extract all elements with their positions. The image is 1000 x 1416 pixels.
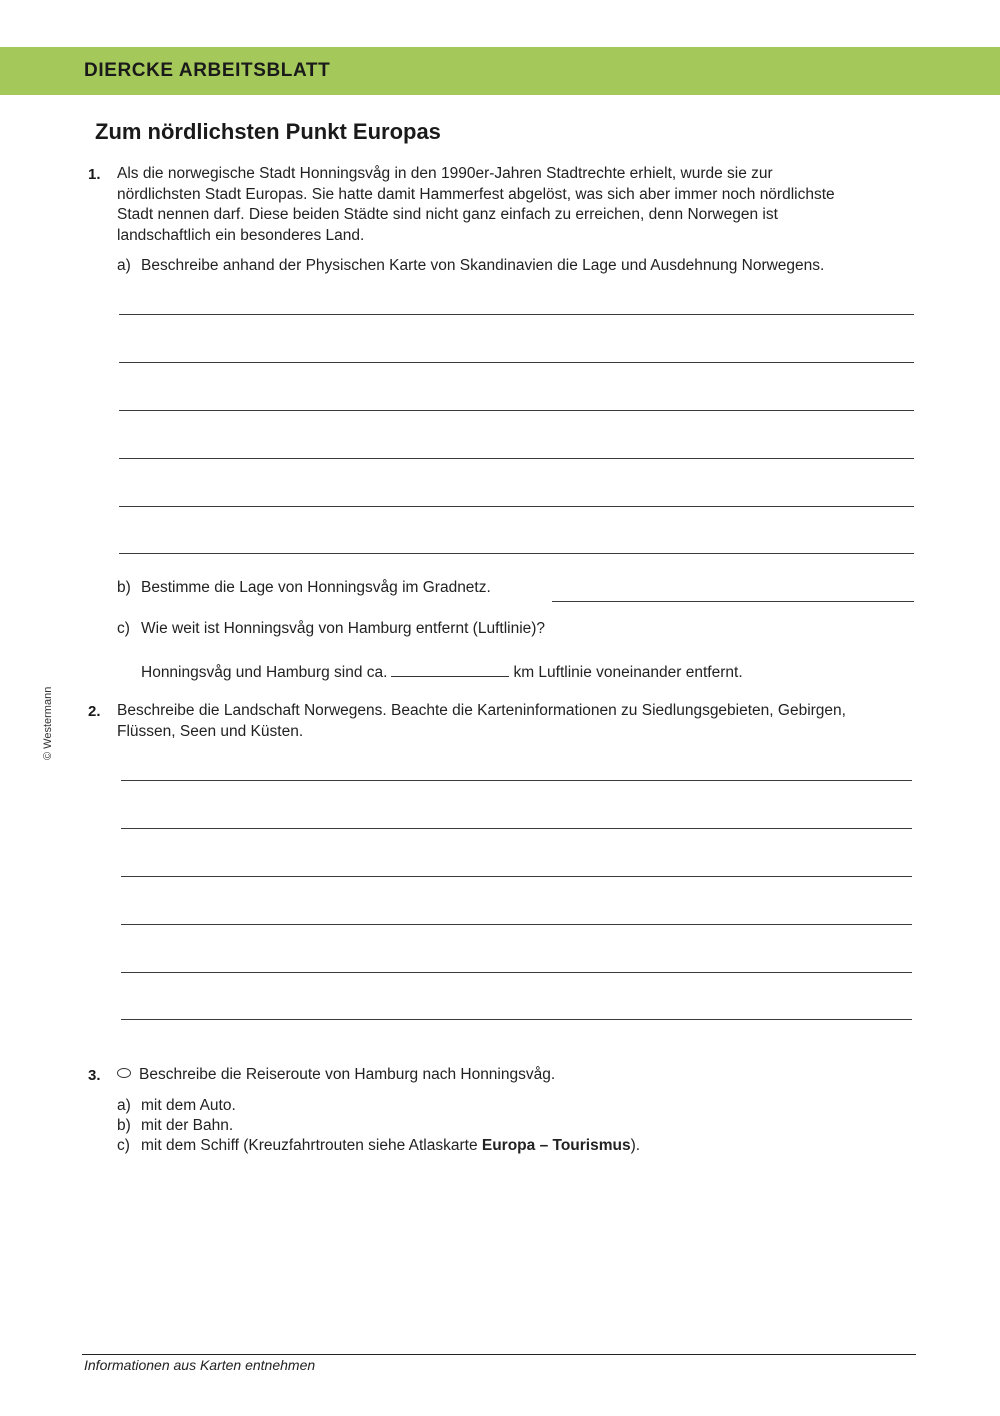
- task-1c-text: Wie weit ist Honningsvåg von Hamburg entfernt (Luftlinie)?: [141, 620, 546, 637]
- task-1-line: nördlichsten Stadt Europas. Sie hatte damit Hammerfest abgelöst, was sich aber immer noch nördlichste: [117, 185, 835, 203]
- answer-line[interactable]: [121, 828, 912, 829]
- answer-line[interactable]: [121, 972, 912, 973]
- page-title: Zum nördlichsten Punkt Europas: [95, 119, 441, 144]
- answer-line[interactable]: [121, 876, 912, 877]
- task-3b-text: mit der Bahn.: [141, 1117, 234, 1134]
- answer-line[interactable]: [119, 458, 914, 459]
- footer-divider: [82, 1354, 916, 1355]
- distance-before: Honningsvåg und Hamburg sind ca.: [141, 664, 388, 681]
- task-1c-label: c): [117, 620, 130, 637]
- answer-line[interactable]: [121, 924, 912, 925]
- distance-sentence: [141, 662, 743, 682]
- task-2-number: 2.: [88, 703, 101, 720]
- distance-after: km Luftlinie voneinander entfernt.: [513, 664, 743, 681]
- speech-bubble-icon: [117, 1068, 131, 1078]
- atlas-map-name: Europa – Tourismus: [481, 1137, 631, 1154]
- task-3c-before: mit dem Schiff (Kreuzfahrtrouten siehe Atlaskarte: [141, 1137, 482, 1154]
- task-3c-after: ).: [630, 1137, 641, 1154]
- header-band: [0, 47, 1000, 95]
- answer-line[interactable]: [121, 1019, 912, 1020]
- task-1-line: Als die norwegische Stadt Honningsvåg in den 1990er-Jahren Stadtrechte erhielt, wurde sie zur: [117, 165, 773, 182]
- answer-line[interactable]: [119, 314, 914, 315]
- answer-line[interactable]: [119, 553, 914, 554]
- task-3-text: Beschreibe die Reiseroute von Hamburg nach Honningsvåg.: [139, 1066, 556, 1083]
- task-2-line: Beschreibe die Landschaft Norwegens. Beachte die Karteninformationen zu Siedlungsgebieten, Gebirgen,: [117, 702, 846, 719]
- task-3a-label: a): [117, 1097, 131, 1114]
- task-3a-text: mit dem Auto.: [141, 1097, 236, 1114]
- task-1-number: 1.: [88, 166, 101, 183]
- task-1-line: Stadt nennen darf. Diese beiden Städte sind nicht ganz einfach zu erreichen, denn Norwegen ist: [117, 206, 778, 223]
- task-1b-label: b): [117, 579, 131, 596]
- task-3-text-row: [117, 1066, 555, 1084]
- gradnetz-answer-line[interactable]: [552, 601, 914, 602]
- task-2-line: Flüssen, Seen und Küsten.: [117, 722, 304, 740]
- distance-blank[interactable]: [391, 662, 509, 677]
- task-3b-label: b): [117, 1117, 131, 1134]
- task-3c-text: [141, 1137, 640, 1155]
- task-1a-text: Beschreibe anhand der Physischen Karte von Skandinavien die Lage und Ausdehnung Norwegens.: [141, 257, 825, 274]
- footer-text: Informationen aus Karten entnehmen: [84, 1357, 316, 1373]
- task-1-line: landschaftlich ein besonderes Land.: [117, 226, 365, 244]
- task-1-text: [117, 164, 835, 246]
- task-3-number: 3.: [88, 1067, 101, 1084]
- answer-line[interactable]: [119, 410, 914, 411]
- task-2-text: [117, 701, 846, 742]
- header-label: DIERCKE ARBEITSBLATT: [84, 60, 331, 81]
- answer-line[interactable]: [119, 506, 914, 507]
- copyright-note: © Westermann: [42, 686, 54, 760]
- answer-line[interactable]: [121, 780, 912, 781]
- task-1b-text: Bestimme die Lage von Honningsvåg im Gradnetz.: [141, 579, 491, 596]
- answer-line[interactable]: [119, 362, 914, 363]
- task-1a-label: a): [117, 257, 131, 274]
- task-3c-label: c): [117, 1137, 130, 1154]
